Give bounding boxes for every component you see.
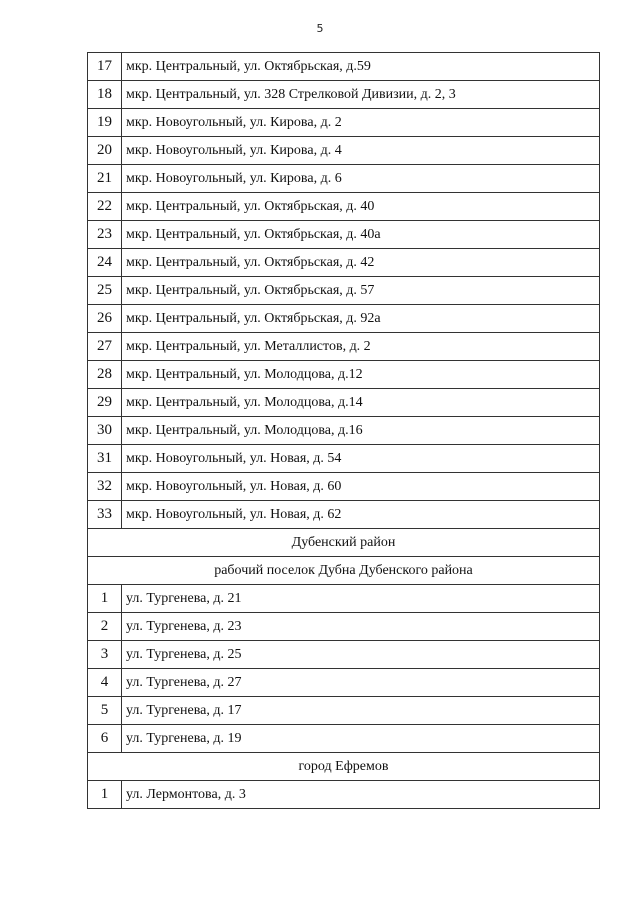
- row-number: 19: [88, 109, 122, 137]
- table-row: [88, 585, 600, 613]
- row-number: 25: [88, 277, 122, 305]
- row-address: ул. Тургенева, д. 27: [122, 669, 600, 697]
- row-address: мкр. Новоугольный, ул. Кирова, д. 4: [122, 137, 600, 165]
- page-number: 5: [316, 22, 324, 35]
- row-number: 26: [88, 305, 122, 333]
- row-address: ул. Тургенева, д. 21: [122, 585, 600, 613]
- row-number: 18: [88, 81, 122, 109]
- row-number: 5: [88, 697, 122, 725]
- row-address: мкр. Новоугольный, ул. Новая, д. 54: [122, 445, 600, 473]
- row-address: мкр. Центральный, ул. Октябрьская, д. 40: [122, 193, 600, 221]
- table-row: [88, 361, 600, 389]
- row-number: 1: [88, 781, 122, 809]
- row-address: ул. Тургенева, д. 25: [122, 641, 600, 669]
- table-row: [88, 669, 600, 697]
- row-address: мкр. Центральный, ул. Молодцова, д.12: [122, 361, 600, 389]
- row-number: 4: [88, 669, 122, 697]
- section-header: Дубенский район: [88, 529, 600, 557]
- section-header: город Ефремов: [88, 753, 600, 781]
- row-number: 22: [88, 193, 122, 221]
- table-row: [88, 333, 600, 361]
- section-header-row: [88, 529, 600, 557]
- row-number: 28: [88, 361, 122, 389]
- row-address: мкр. Центральный, ул. Молодцова, д.16: [122, 417, 600, 445]
- row-number: 24: [88, 249, 122, 277]
- section-header: рабочий поселок Дубна Дубенского района: [88, 557, 600, 585]
- address-table-body: [88, 53, 600, 809]
- row-address: мкр. Новоугольный, ул. Кирова, д. 2: [122, 109, 600, 137]
- section-header-row: [88, 557, 600, 585]
- table-row: [88, 389, 600, 417]
- row-number: 20: [88, 137, 122, 165]
- row-address: мкр. Новоугольный, ул. Новая, д. 62: [122, 501, 600, 529]
- row-number: 33: [88, 501, 122, 529]
- row-number: 3: [88, 641, 122, 669]
- row-address: мкр. Центральный, ул. Октябрьская, д. 40а: [122, 221, 600, 249]
- row-number: 32: [88, 473, 122, 501]
- table-row: [88, 193, 600, 221]
- row-address: мкр. Центральный, ул. 328 Стрелковой Дивизии, д. 2, 3: [122, 81, 600, 109]
- row-address: ул. Тургенева, д. 23: [122, 613, 600, 641]
- row-address: мкр. Новоугольный, ул. Новая, д. 60: [122, 473, 600, 501]
- row-address: мкр. Центральный, ул. Октябрьская, д. 57: [122, 277, 600, 305]
- row-address: ул. Лермонтова, д. 3: [122, 781, 600, 809]
- section-header-row: [88, 753, 600, 781]
- row-address: мкр. Центральный, ул. Молодцова, д.14: [122, 389, 600, 417]
- row-address: ул. Тургенева, д. 17: [122, 697, 600, 725]
- table-row: [88, 445, 600, 473]
- row-number: 17: [88, 53, 122, 81]
- row-number: 21: [88, 165, 122, 193]
- table-row: [88, 53, 600, 81]
- table-row: [88, 473, 600, 501]
- row-number: 1: [88, 585, 122, 613]
- address-table: [87, 52, 600, 809]
- row-number: 29: [88, 389, 122, 417]
- row-number: 23: [88, 221, 122, 249]
- row-address: мкр. Центральный, ул. Металлистов, д. 2: [122, 333, 600, 361]
- row-number: 31: [88, 445, 122, 473]
- row-address: мкр. Центральный, ул. Октябрьская, д.59: [122, 53, 600, 81]
- table-row: [88, 277, 600, 305]
- table-row: [88, 781, 600, 809]
- table-row: [88, 417, 600, 445]
- table-row: [88, 109, 600, 137]
- row-number: 30: [88, 417, 122, 445]
- row-number: 27: [88, 333, 122, 361]
- row-address: мкр. Новоугольный, ул. Кирова, д. 6: [122, 165, 600, 193]
- table-row: [88, 221, 600, 249]
- table-row: [88, 249, 600, 277]
- table-row: [88, 641, 600, 669]
- table-row: [88, 697, 600, 725]
- table-row: [88, 305, 600, 333]
- table-row: [88, 613, 600, 641]
- table-row: [88, 81, 600, 109]
- table-row: [88, 137, 600, 165]
- table-row: [88, 501, 600, 529]
- table-row: [88, 165, 600, 193]
- row-address: ул. Тургенева, д. 19: [122, 725, 600, 753]
- table-row: [88, 725, 600, 753]
- row-address: мкр. Центральный, ул. Октябрьская, д. 92а: [122, 305, 600, 333]
- row-address: мкр. Центральный, ул. Октябрьская, д. 42: [122, 249, 600, 277]
- row-number: 6: [88, 725, 122, 753]
- row-number: 2: [88, 613, 122, 641]
